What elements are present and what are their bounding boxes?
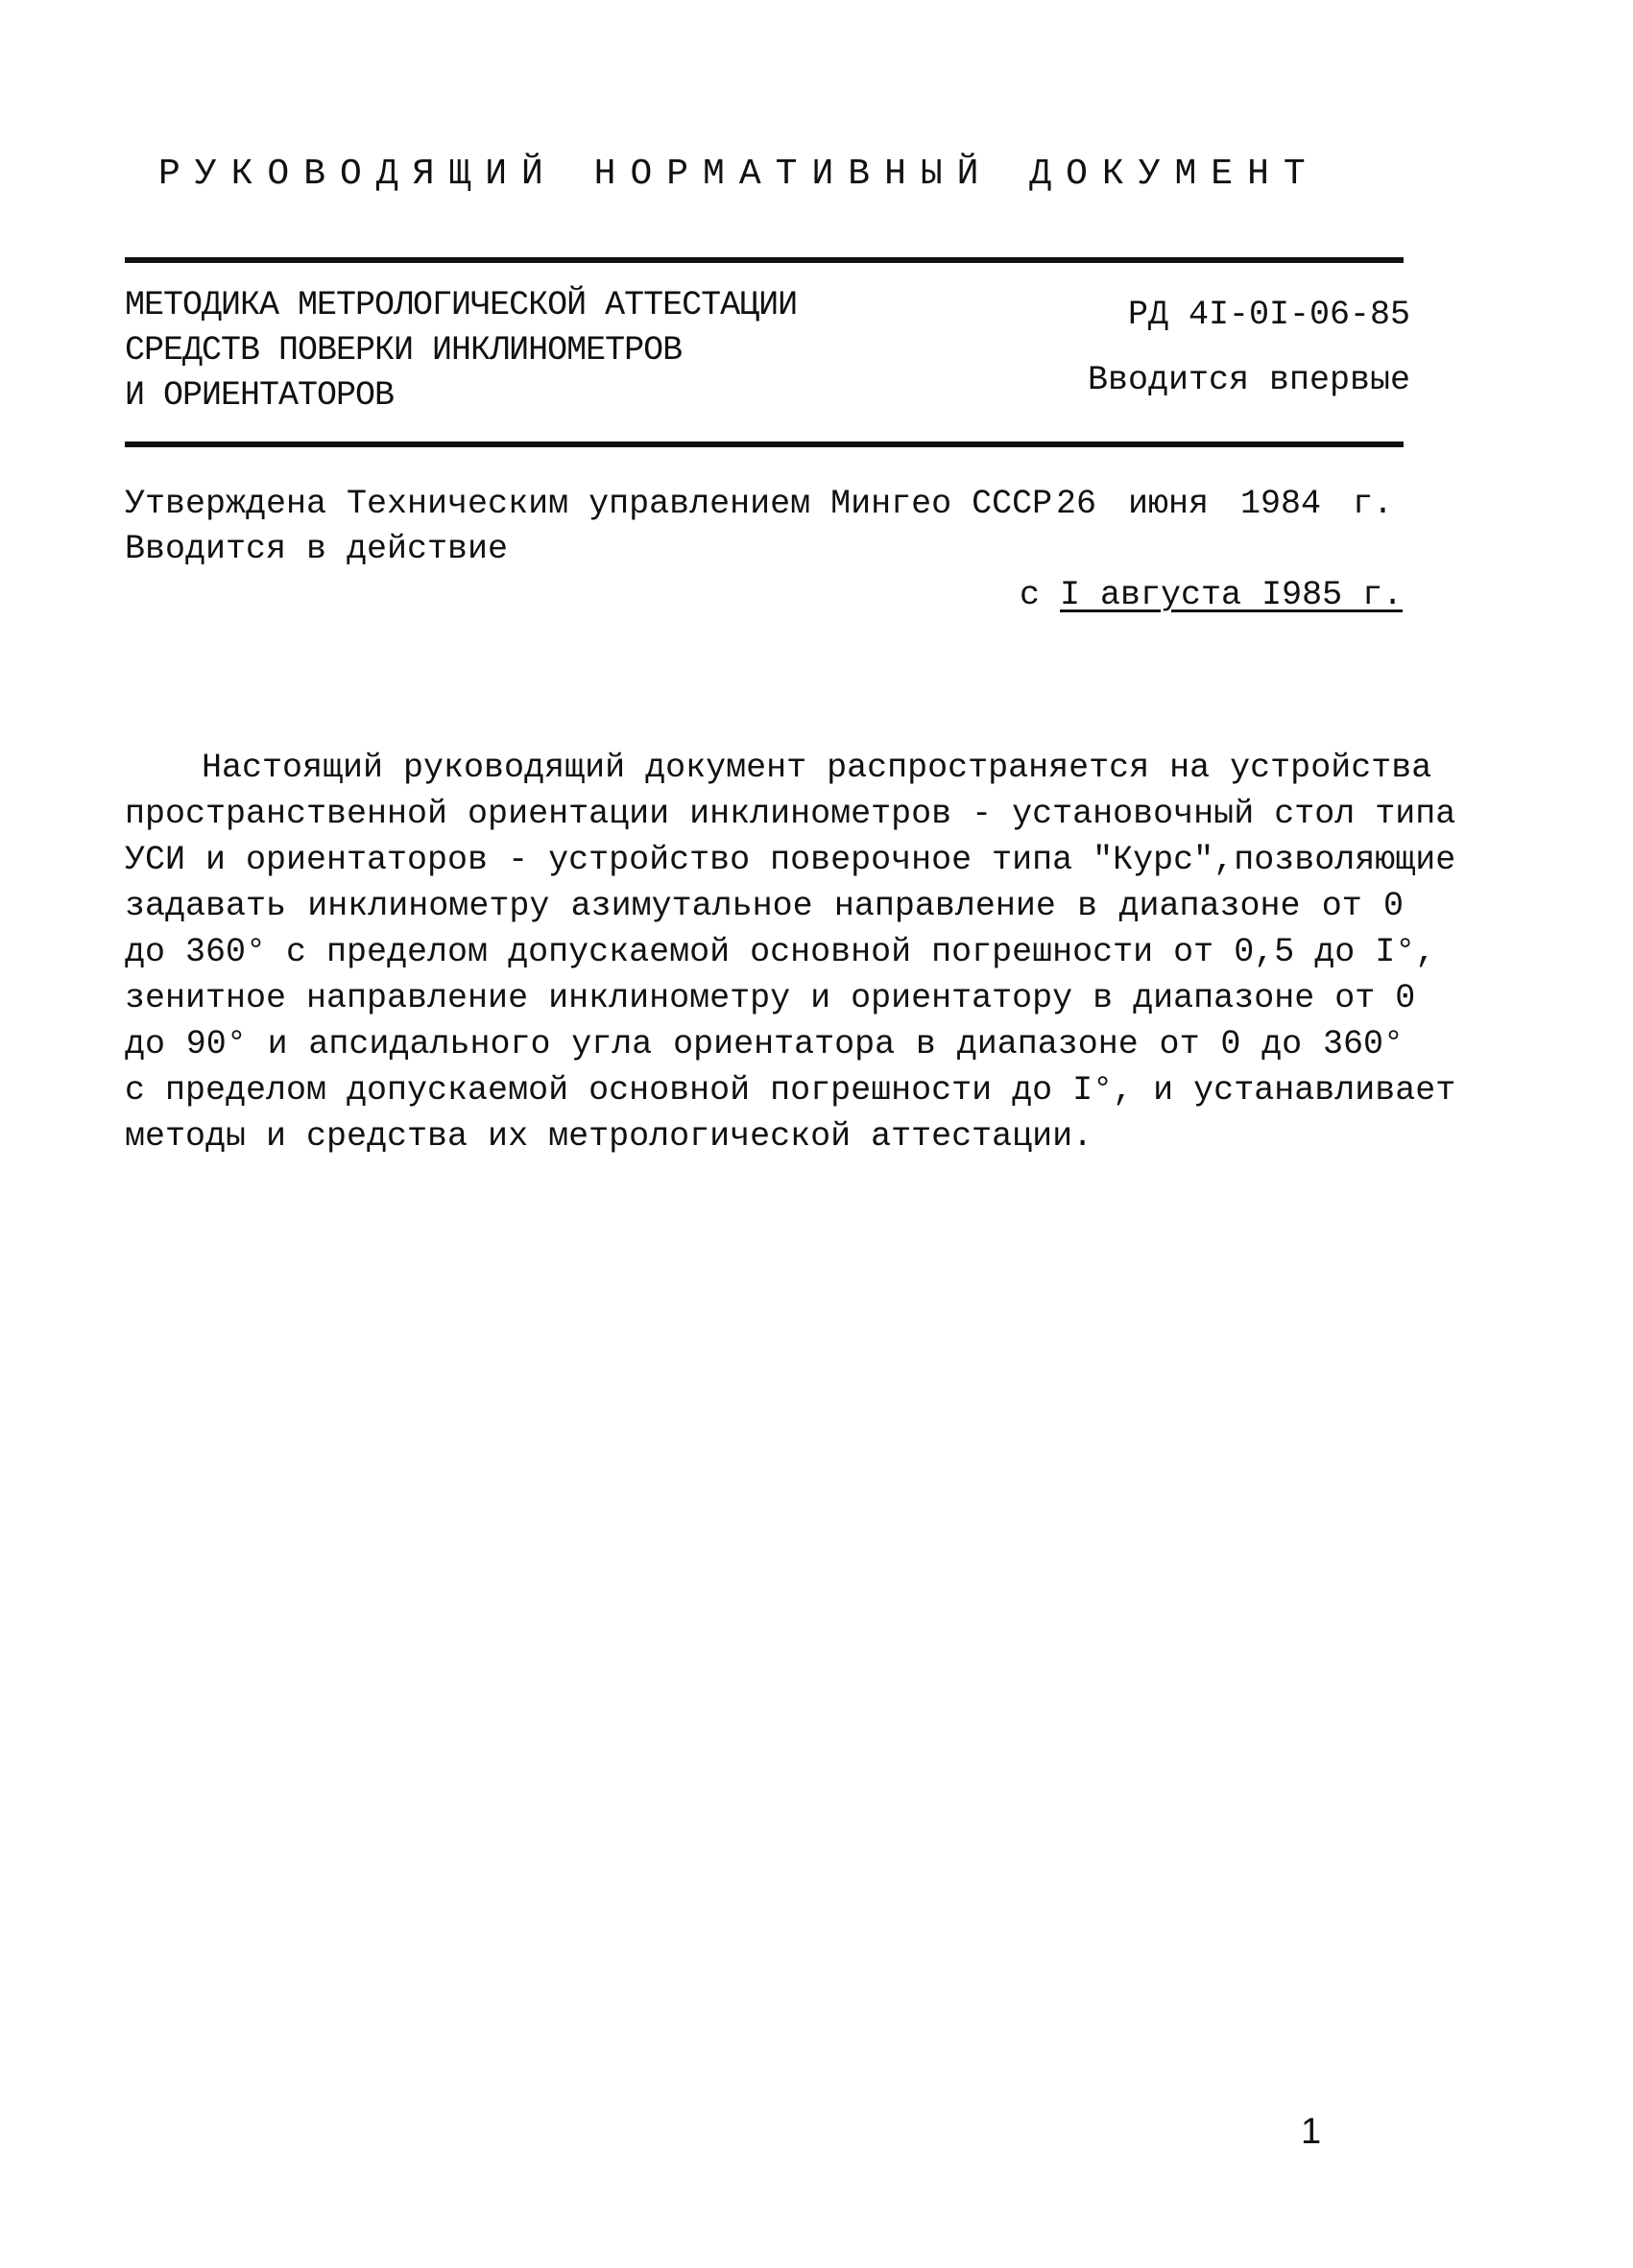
- body-line: зенитное направление инклинометру и ориентатору в диапазоне от 0: [125, 979, 1416, 1017]
- body-line: методы и средства их метрологической аттестации.: [125, 1117, 1093, 1156]
- title-line-1: МЕТОДИКА МЕТРОЛОГИЧЕСКОЙ АТТЕСТАЦИИ: [125, 286, 798, 324]
- body-paragraph: [125, 745, 1456, 1159]
- title-line-3: И ОРИЕНТАТОРОВ: [125, 376, 395, 415]
- document-code: РД 4I-0I-06-85: [1127, 296, 1410, 334]
- body-line: с пределом допускаемой основной погрешности до I°, и устанавливает: [125, 1071, 1456, 1110]
- title-line-2: СРЕДСТВ ПОВЕРКИ ИНКЛИНОМЕТРОВ: [125, 331, 683, 370]
- effective-date-line: [1020, 576, 1403, 614]
- body-line: пространственной ориентации инклинометров - установочный стол типа: [125, 795, 1456, 833]
- page-number: 1: [1301, 2112, 1322, 2152]
- body-line: до 90° и апсидального угла ориентатора в диапазоне от 0 до 360°: [125, 1025, 1404, 1063]
- body-line: УСИ и ориентаторов - устройство поверочное типа "Курс",позволяющие: [125, 841, 1456, 879]
- approved-date: 26 июня 1984 г.: [1056, 485, 1394, 523]
- body-line: задавать инклинометру азимутальное направление в диапазоне от 0: [125, 887, 1404, 925]
- body-line: Настоящий руководящий документ распространяется на устройства: [202, 749, 1432, 787]
- top-divider: [125, 257, 1404, 263]
- body-line: до 360° с пределом допускаемой основной погрешности от 0,5 до I°,: [125, 933, 1436, 971]
- effective-date: I августа I985 г.: [1060, 576, 1404, 614]
- bottom-divider: [125, 442, 1404, 447]
- approved-by: Утверждена Техническим управлением Мингео СССР: [125, 485, 1053, 523]
- effective-prefix: с: [1020, 576, 1041, 614]
- effective-label: Вводится в действие: [125, 530, 509, 568]
- document-status: Вводится впервые: [1087, 361, 1410, 399]
- document-type-heading: РУКОВОДЯЩИЙ НОРМАТИВНЫЙ ДОКУМЕНТ: [158, 154, 1320, 195]
